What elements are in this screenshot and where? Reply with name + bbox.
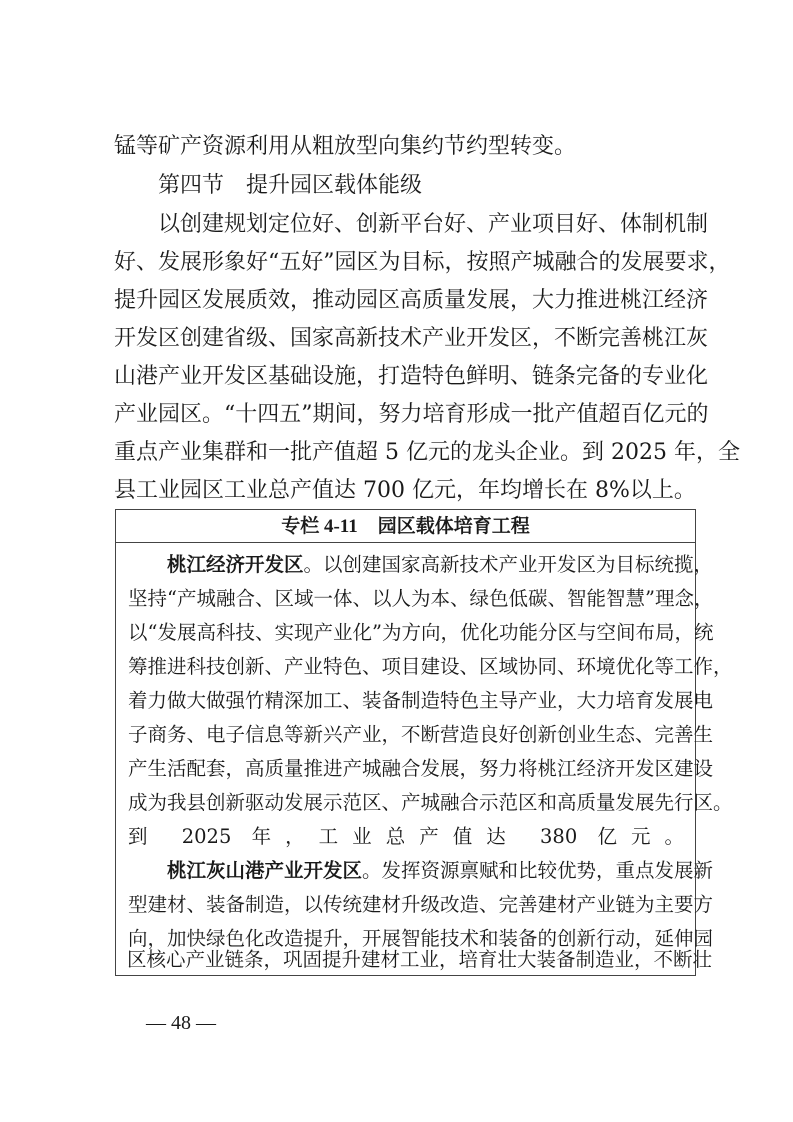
box-line: 到 2025 年，工业总产值达 380 亿元。 xyxy=(128,825,684,848)
section-title: 提升园区载体能级 xyxy=(246,173,423,198)
item-text: 。以创建国家高新技术产业开发区为目标统揽， xyxy=(303,553,714,576)
paragraph-line: 提升园区发展质效，推动园区高质量发展，大力推进桃江经济 xyxy=(114,288,709,313)
box-line: 成为我县创新驱动发展示范区、产城融合示范区和高质量发展先行区。 xyxy=(128,791,733,814)
body-line: 锰等矿产资源利用从粗放型向集约节约型转变。 xyxy=(114,134,577,159)
feature-box-header xyxy=(116,510,695,543)
box-line: 着力做大做强竹精深加工、装备制造特色主导产业，大力培育发展电 xyxy=(128,689,714,712)
box-line: 产生活配套，高质量推进产城融合发展，努力将桃江经济开发区建设 xyxy=(128,757,714,780)
item-text: 。发挥资源禀赋和比较优势，重点发展新 xyxy=(362,859,714,882)
item-name: 桃江经济开发区 xyxy=(167,553,304,576)
box-line: 子商务、电子信息等新兴产业，不断营造良好创新创业生态、完善生 xyxy=(128,723,714,746)
paragraph-line: 重点产业集群和一批产值超 5 亿元的龙头企业。到 2025 年，全 xyxy=(114,440,740,465)
item-name: 桃江灰山港产业开发区 xyxy=(167,859,363,882)
box-line: 区核心产业链条，巩固提升建材工业，培育壮大装备制造业，不断壮 xyxy=(127,948,713,971)
paragraph-line: 山港产业开发区基础设施，打造特色鲜明、链条完备的专业化 xyxy=(114,364,709,389)
box-line xyxy=(167,548,714,582)
feature-box-title: 园区载体培育工程 xyxy=(377,515,530,537)
paragraph-line: 以创建规划定位好、创新平台好、产业项目好、体制机制 xyxy=(158,212,709,237)
box-line: 型建材、装备制造，以传统建材升级改造、完善建材产业链为主要方 xyxy=(128,893,714,916)
page-number: — 48 — xyxy=(146,1012,216,1034)
paragraph-line: 开发区创建省级、国家高新技术产业开发区，不断完善桃江灰 xyxy=(114,326,709,351)
box-line: 筹推进科技创新、产业特色、项目建设、区域协同、环境优化等工作， xyxy=(128,655,733,678)
section-number: 第四节 xyxy=(158,173,225,198)
box-line: 向，加快绿色化改造提升，开展智能技术和装备的创新行动，延伸园 xyxy=(128,927,714,950)
feature-box xyxy=(115,509,733,976)
paragraph-line: 产业园区。“十四五”期间，努力培育形成一批产值超百亿元的 xyxy=(114,402,709,427)
section-heading xyxy=(158,167,422,205)
box-line xyxy=(167,854,714,888)
feature-box-code: 专栏 4-11 xyxy=(281,516,358,537)
paragraph-line: 县工业园区工业总产值达 700 亿元，年均增长在 8%以上。 xyxy=(114,478,696,503)
box-line: 坚持“产城融合、区域一体、以人为本、绿色低碳、智能智慧”理念， xyxy=(128,587,714,610)
paragraph-line: 好、发展形象好“五好”园区为目标，按照产城融合的发展要求， xyxy=(114,250,731,275)
box-line: 以“发展高科技、实现产业化”为方向，优化功能分区与空间布局，统 xyxy=(128,621,714,644)
